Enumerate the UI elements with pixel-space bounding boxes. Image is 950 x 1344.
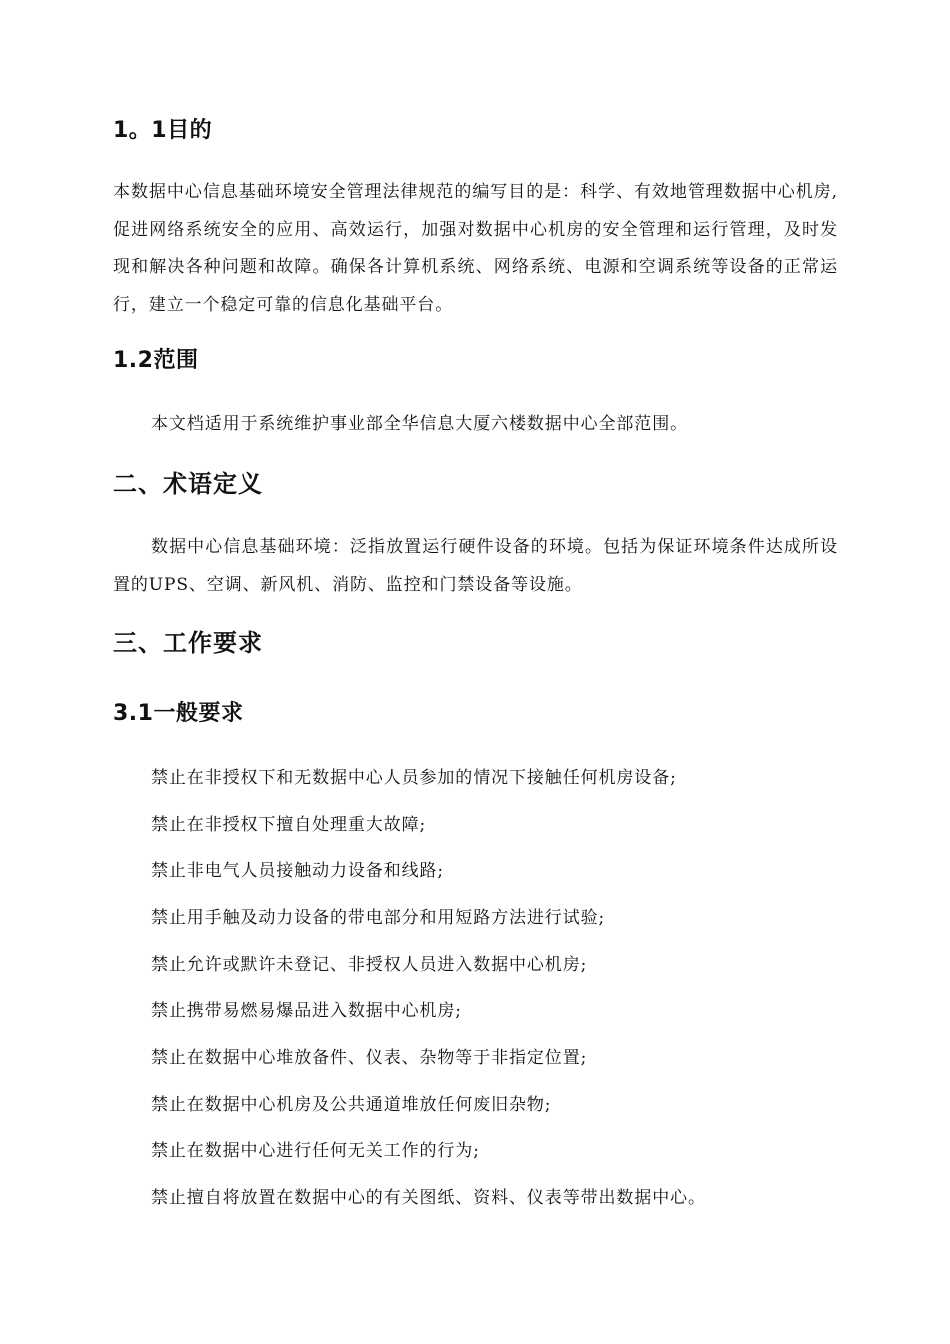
list-item: 禁止非电气人员接触动力设备和线路; bbox=[151, 861, 445, 881]
paragraph-terms: 数据中心信息基础环境：泛指放置运行硬件设备的环境。包括为保证环境条件达成所设置的UPS、空调、新风机、消防、监控和门禁设备等设施。 bbox=[113, 537, 838, 595]
paragraph-scope: 本文档适用于系统维护事业部全华信息大厦六楼数据中心全部范围。 bbox=[151, 414, 688, 434]
paragraph-purpose: 本数据中心信息基础环境安全管理法律规范的编写目的是：科学、有效地管理数据中心机房,促进网络系统安全的应用、高效运行，加强对数据中心机房的安全管理和运行管理，及时发现和解决各种问题和故障。确保各计算机系统、网络系统、电源和空调系统等设备的正常运行，建立一个稳定可靠的信息化基础平台。 bbox=[113, 182, 838, 315]
heading-requirements: 三、工作要求 bbox=[113, 629, 263, 657]
list-item: 禁止携带易燃易爆品进入数据中心机房; bbox=[151, 1001, 462, 1021]
heading-purpose: 1。1目的 bbox=[113, 118, 213, 143]
list-item: 禁止擅自将放置在数据中心的有关图纸、资料、仪表等带出数据中心。 bbox=[151, 1188, 706, 1208]
list-item: 禁止在数据中心进行任何无关工作的行为; bbox=[151, 1141, 480, 1161]
heading-terms: 二、术语定义 bbox=[113, 470, 263, 498]
list-item: 禁止允许或默许未登记、非授权人员进入数据中心机房; bbox=[151, 955, 588, 975]
list-item: 禁止在非授权下擅自处理重大故障; bbox=[151, 815, 427, 835]
heading-general: 3.1一般要求 bbox=[113, 701, 244, 726]
list-item: 禁止在非授权下和无数据中心人员参加的情况下接触任何机房设备; bbox=[151, 768, 677, 788]
list-item: 禁止在数据中心机房及公共通道堆放任何废旧杂物; bbox=[151, 1095, 552, 1115]
list-item: 禁止在数据中心堆放备件、仪表、杂物等于非指定位置; bbox=[151, 1048, 588, 1068]
heading-scope: 1.2范围 bbox=[113, 348, 199, 373]
list-item: 禁止用手触及动力设备的带电部分和用短路方法进行试验; bbox=[151, 908, 606, 928]
